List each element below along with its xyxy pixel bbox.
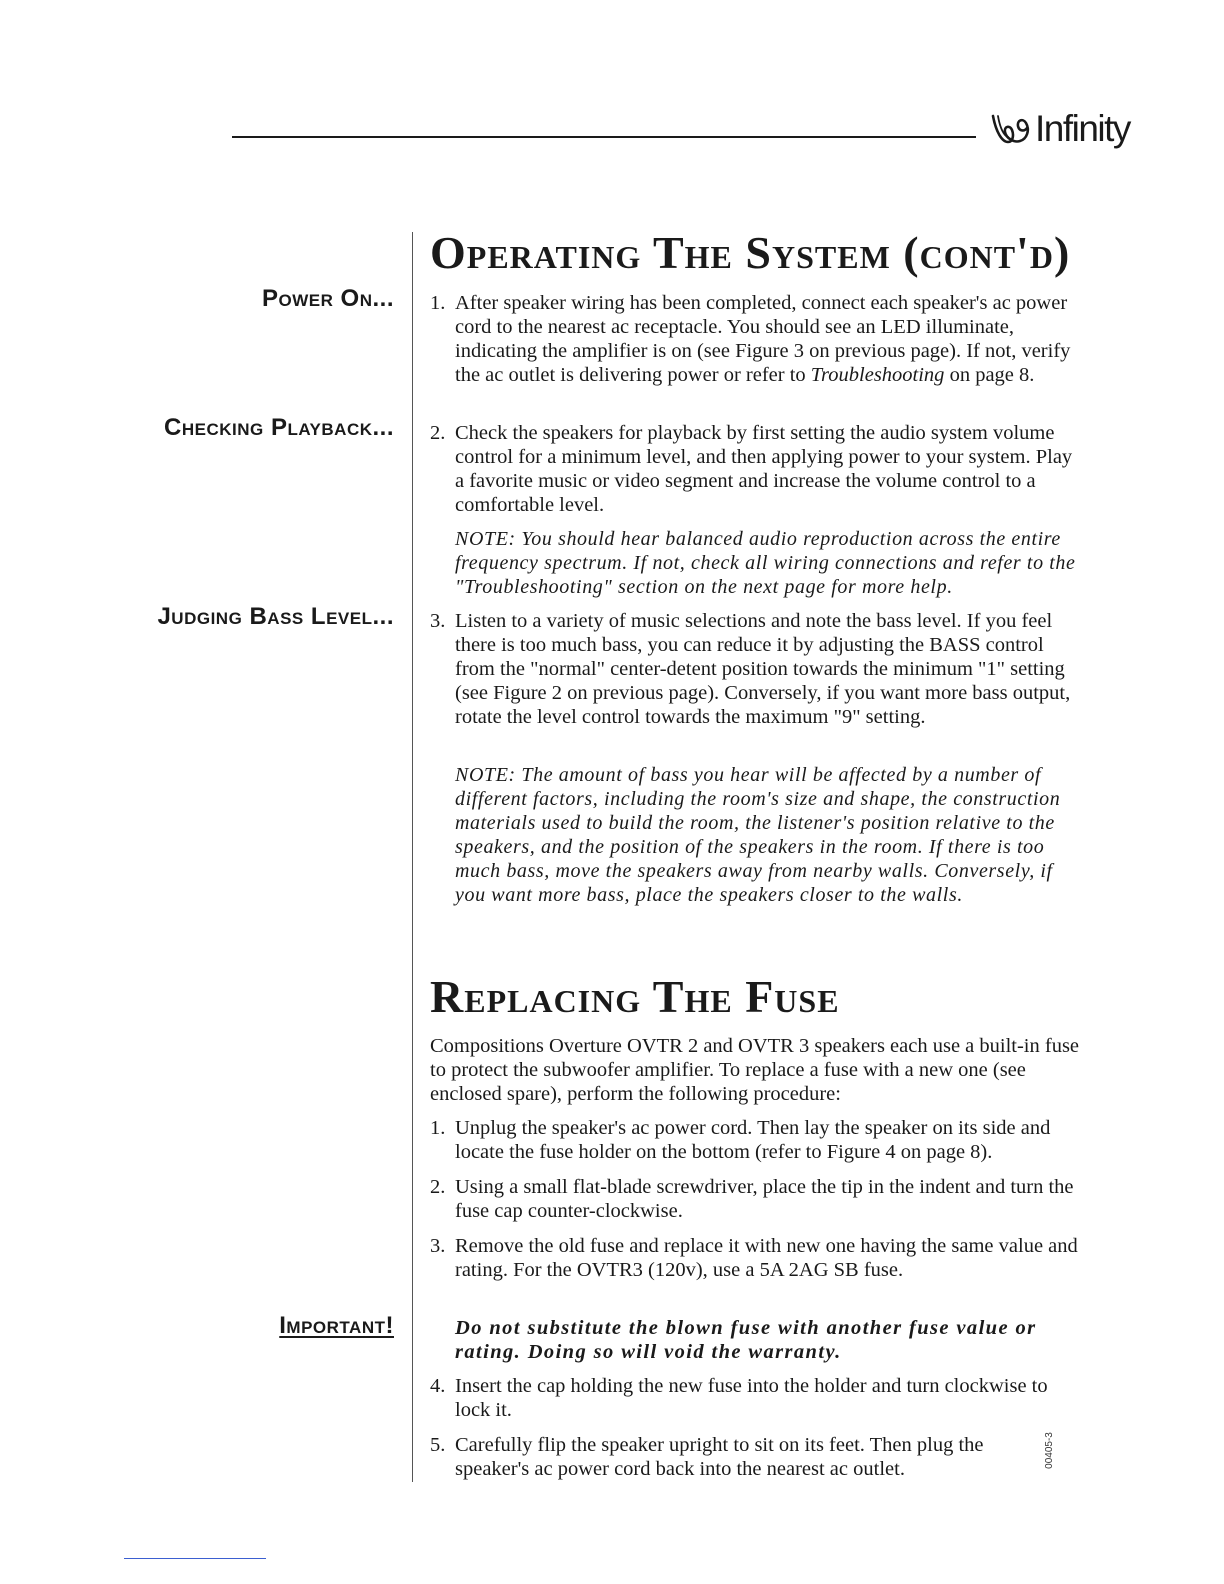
list-item-number: 1. xyxy=(430,1117,446,1139)
infinity-logo-icon xyxy=(990,108,1034,148)
list-item xyxy=(430,421,1080,517)
column-divider xyxy=(412,232,413,1482)
list-item-text: Listen to a variety of music selections and note the bass level. If you feel there is too much bass, you can reduce it by adjusting the BASS control from the "normal" center-detent position towards the minimum "1" setting (see Figure 2 on previous page). Conversely, if you want more bass output, rotate the level control towards the maximum "9" setting. xyxy=(455,610,1071,728)
list-item xyxy=(430,1374,1080,1422)
sidebar-label-power-on: Power On... xyxy=(261,285,394,312)
list-item-text: Unplug the speaker's ac power cord. Then lay the speaker on its side and locate the fuse holder on the bottom (refer to Figure 4 on page 8). xyxy=(455,1117,1051,1163)
list-item-number: 2. xyxy=(430,1176,446,1198)
fuse-intro-paragraph: Compositions Overture OVTR 2 and OVTR 3 speakers each use a built-in fuse to protect the subwoofer amplifier. To replace a fuse with a new one (see enclosed spare), perform the following procedure: xyxy=(430,1035,1080,1105)
note-bass-factors: NOTE: The amount of bass you hear will be affected by a number of different factors, including the room's size and shape, the construction materials used to build the room, the listener's position relative to the speakers, and the position of the speakers in the room. If there is too much bass, move the speakers away from nearby walls. Conversely, if you want more bass, place the speakers closer to the walls. xyxy=(455,764,1061,906)
list-item xyxy=(430,1175,1080,1223)
document-code: 00405-3 xyxy=(1043,1431,1055,1469)
list-item xyxy=(430,1116,1080,1164)
list-item-number: 5. xyxy=(430,1434,446,1456)
list-item-text: Carefully flip the speaker upright to sit on its feet. Then plug the speaker's ac power cord back into the nearest ac outlet. xyxy=(455,1434,984,1480)
sidebar-label-checking-playback: Checking Playback... xyxy=(164,414,394,441)
list-item xyxy=(430,1234,1080,1282)
brand-logo xyxy=(990,104,1130,152)
brand-name: Infinity xyxy=(1035,107,1130,149)
section-title-replacing-fuse: Replacing The Fuse xyxy=(430,971,840,1022)
list-item-number: 4. xyxy=(430,1375,446,1397)
note-balanced-audio: NOTE: You should hear balanced audio reproduction across the entire frequency spectrum. If not, check all wiring connections and refer to the "Troubleshooting" section on the next page for more help. xyxy=(455,528,1076,598)
list-item-number: 3. xyxy=(430,1235,446,1257)
section-title-operating: Operating The System (cont'd) xyxy=(430,227,1071,278)
list-item xyxy=(430,1433,1035,1481)
sidebar-label-judging-bass: Judging Bass Level... xyxy=(157,603,394,630)
list-item-number: 2. xyxy=(430,422,446,444)
list-item-text: Remove the old fuse and replace it with new one having the same value and rating. For the OVTR3 (120v), use a 5A 2AG SB fuse. xyxy=(455,1235,1078,1281)
list-item xyxy=(430,291,1080,387)
list-item-text: After speaker wiring has been completed, connect each speaker's ac power cord to the nearest ac receptacle. You should see an LED illuminate, indicating the amplifier is on (see Figure 3 on previous page). If not, verify the ac outlet is delivering power or refer to Troubleshooting on page 8. xyxy=(455,292,1071,386)
list-item-number: 1. xyxy=(430,292,446,314)
header-rule xyxy=(232,136,976,138)
warranty-warning: Do not substitute the blown fuse with another fuse value or rating. Doing so will void the warranty. xyxy=(455,1317,1037,1363)
troubleshooting-ref: Troubleshooting xyxy=(810,364,945,386)
footer-link-underline[interactable] xyxy=(124,1558,266,1559)
list-item-text: Check the speakers for playback by first setting the audio system volume control for a minimum level, and then applying power to your system. Play a favorite music or video segment and increase the volume control to a comfortable level. xyxy=(455,422,1073,516)
list-item-text: Using a small flat-blade screwdriver, place the tip in the indent and turn the fuse cap counter-clockwise. xyxy=(455,1176,1074,1222)
sidebar-label-important: Important! xyxy=(279,1312,394,1339)
list-item xyxy=(430,609,1080,729)
list-item-number: 3. xyxy=(430,610,446,632)
list-item-text: Insert the cap holding the new fuse into the holder and turn clockwise to lock it. xyxy=(455,1375,1048,1421)
